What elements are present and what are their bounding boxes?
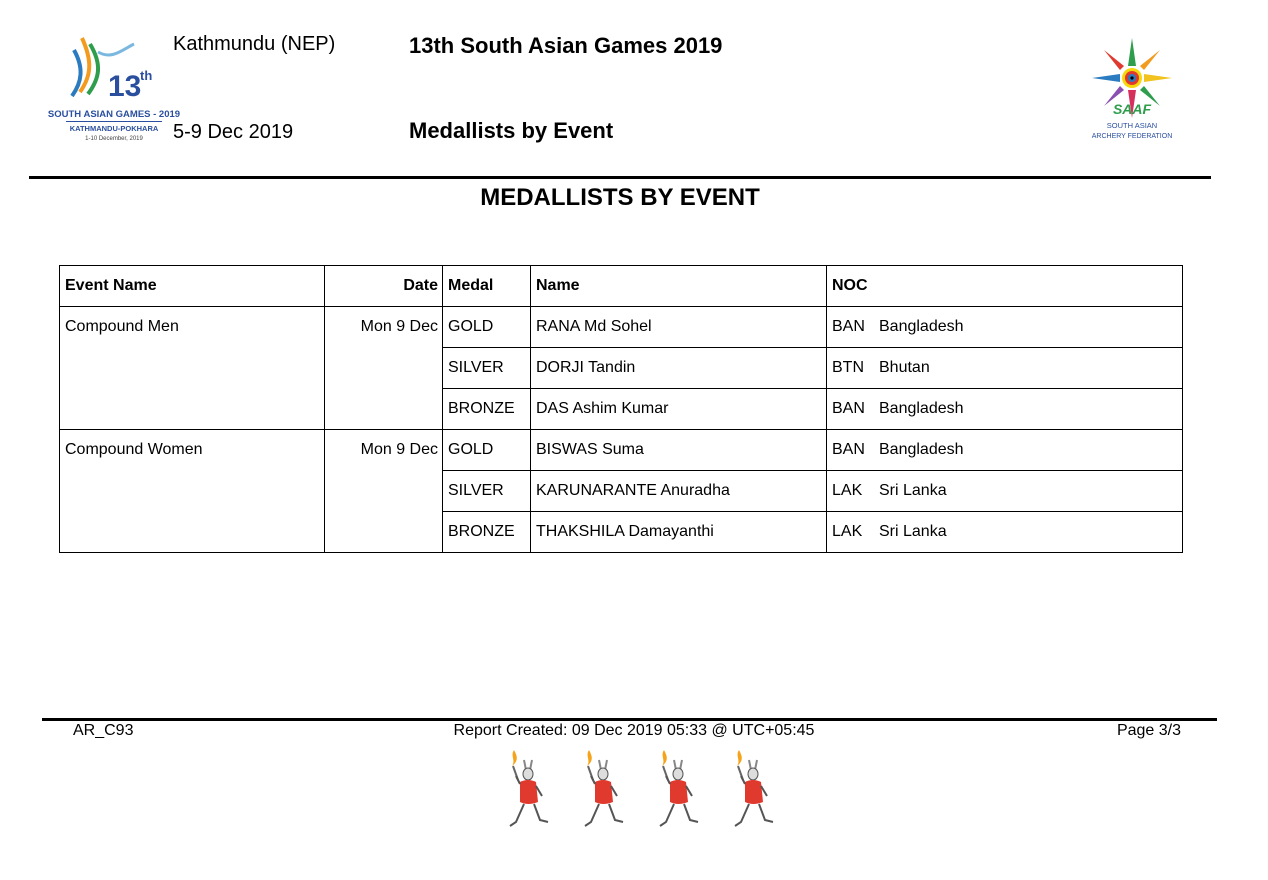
south-asian-games-logo bbox=[47, 30, 181, 146]
footer-rule bbox=[42, 718, 1217, 721]
noc-country: Bhutan bbox=[879, 359, 930, 376]
logo-mark: SAAF bbox=[1112, 101, 1152, 117]
noc-country: Bangladesh bbox=[879, 400, 964, 417]
report-heading: MEDALLISTS BY EVENT bbox=[480, 184, 760, 211]
athlete-name: BISWAS Suma bbox=[531, 430, 827, 471]
noc bbox=[827, 307, 1183, 348]
noc-code: LAK bbox=[832, 523, 863, 540]
header-rule bbox=[29, 176, 1211, 179]
noc bbox=[827, 471, 1183, 512]
event-date: Mon 9 Dec bbox=[325, 307, 443, 430]
noc-country: Sri Lanka bbox=[879, 523, 947, 540]
medal: GOLD bbox=[443, 430, 531, 471]
athlete-name: DORJI Tandin bbox=[531, 348, 827, 389]
medal: SILVER bbox=[443, 471, 531, 512]
logo-line1: SOUTH ASIAN bbox=[1106, 121, 1158, 130]
report-subtitle: Medallists by Event bbox=[409, 118, 614, 143]
athlete-name: KARUNARANTE Anuradha bbox=[531, 471, 827, 512]
noc-country: Bangladesh bbox=[879, 441, 964, 458]
location: Kathmundu (NEP) bbox=[173, 33, 336, 55]
report-code: AR_C93 bbox=[73, 722, 134, 739]
table-header-row bbox=[60, 266, 1183, 307]
logo-number: 13 bbox=[108, 70, 142, 103]
noc bbox=[827, 430, 1183, 471]
column-header-name: Name bbox=[531, 266, 827, 307]
noc-code: LAK bbox=[832, 482, 863, 499]
mascot-strip bbox=[496, 744, 786, 836]
noc bbox=[827, 512, 1183, 553]
noc bbox=[827, 348, 1183, 389]
archery-federation-logo bbox=[1084, 34, 1180, 146]
column-header-event: Event Name bbox=[60, 266, 325, 307]
event-name: Compound Women bbox=[60, 430, 325, 553]
noc-code: BAN bbox=[832, 441, 865, 458]
column-header-medal: Medal bbox=[443, 266, 531, 307]
event-dates: 5-9 Dec 2019 bbox=[173, 121, 294, 143]
noc-country: Sri Lanka bbox=[879, 482, 947, 499]
athlete-name: DAS Ashim Kumar bbox=[531, 389, 827, 430]
athlete-name: THAKSHILA Damayanthi bbox=[531, 512, 827, 553]
event-name: Compound Men bbox=[60, 307, 325, 430]
athlete-name: RANA Md Sohel bbox=[531, 307, 827, 348]
logo-line2: ARCHERY FEDERATION bbox=[1091, 133, 1173, 140]
noc-code: BAN bbox=[832, 400, 865, 417]
noc-code: BTN bbox=[832, 359, 864, 376]
torch-bearer-mascot-icon bbox=[660, 750, 698, 826]
torch-bearer-mascot-icon bbox=[585, 750, 623, 826]
noc-code: BAN bbox=[832, 318, 865, 335]
logo-line3: 1-10 December, 2019 bbox=[85, 136, 143, 142]
games-title: 13th South Asian Games 2019 bbox=[409, 33, 723, 58]
table-row bbox=[60, 307, 1183, 348]
torch-bearer-mascot-icon bbox=[510, 750, 548, 826]
column-header-noc: NOC bbox=[827, 266, 1183, 307]
medal: SILVER bbox=[443, 348, 531, 389]
event-date: Mon 9 Dec bbox=[325, 430, 443, 553]
logo-line2: KATHMANDU-POKHARA bbox=[69, 124, 159, 133]
medal: BRONZE bbox=[443, 389, 531, 430]
medal: BRONZE bbox=[443, 512, 531, 553]
table-row bbox=[60, 430, 1183, 471]
noc bbox=[827, 389, 1183, 430]
medallists-table bbox=[59, 265, 1183, 553]
noc-country: Bangladesh bbox=[879, 318, 964, 335]
page-number: Page 3/3 bbox=[1116, 722, 1181, 739]
logo-suffix: th bbox=[140, 68, 153, 83]
report-created: Report Created: 09 Dec 2019 05:33 @ UTC+05:45 bbox=[453, 722, 815, 739]
logo-line1: SOUTH ASIAN GAMES - 2019 bbox=[47, 109, 181, 120]
column-header-date: Date bbox=[325, 266, 443, 307]
torch-bearer-mascot-icon bbox=[735, 750, 773, 826]
medal: GOLD bbox=[443, 307, 531, 348]
